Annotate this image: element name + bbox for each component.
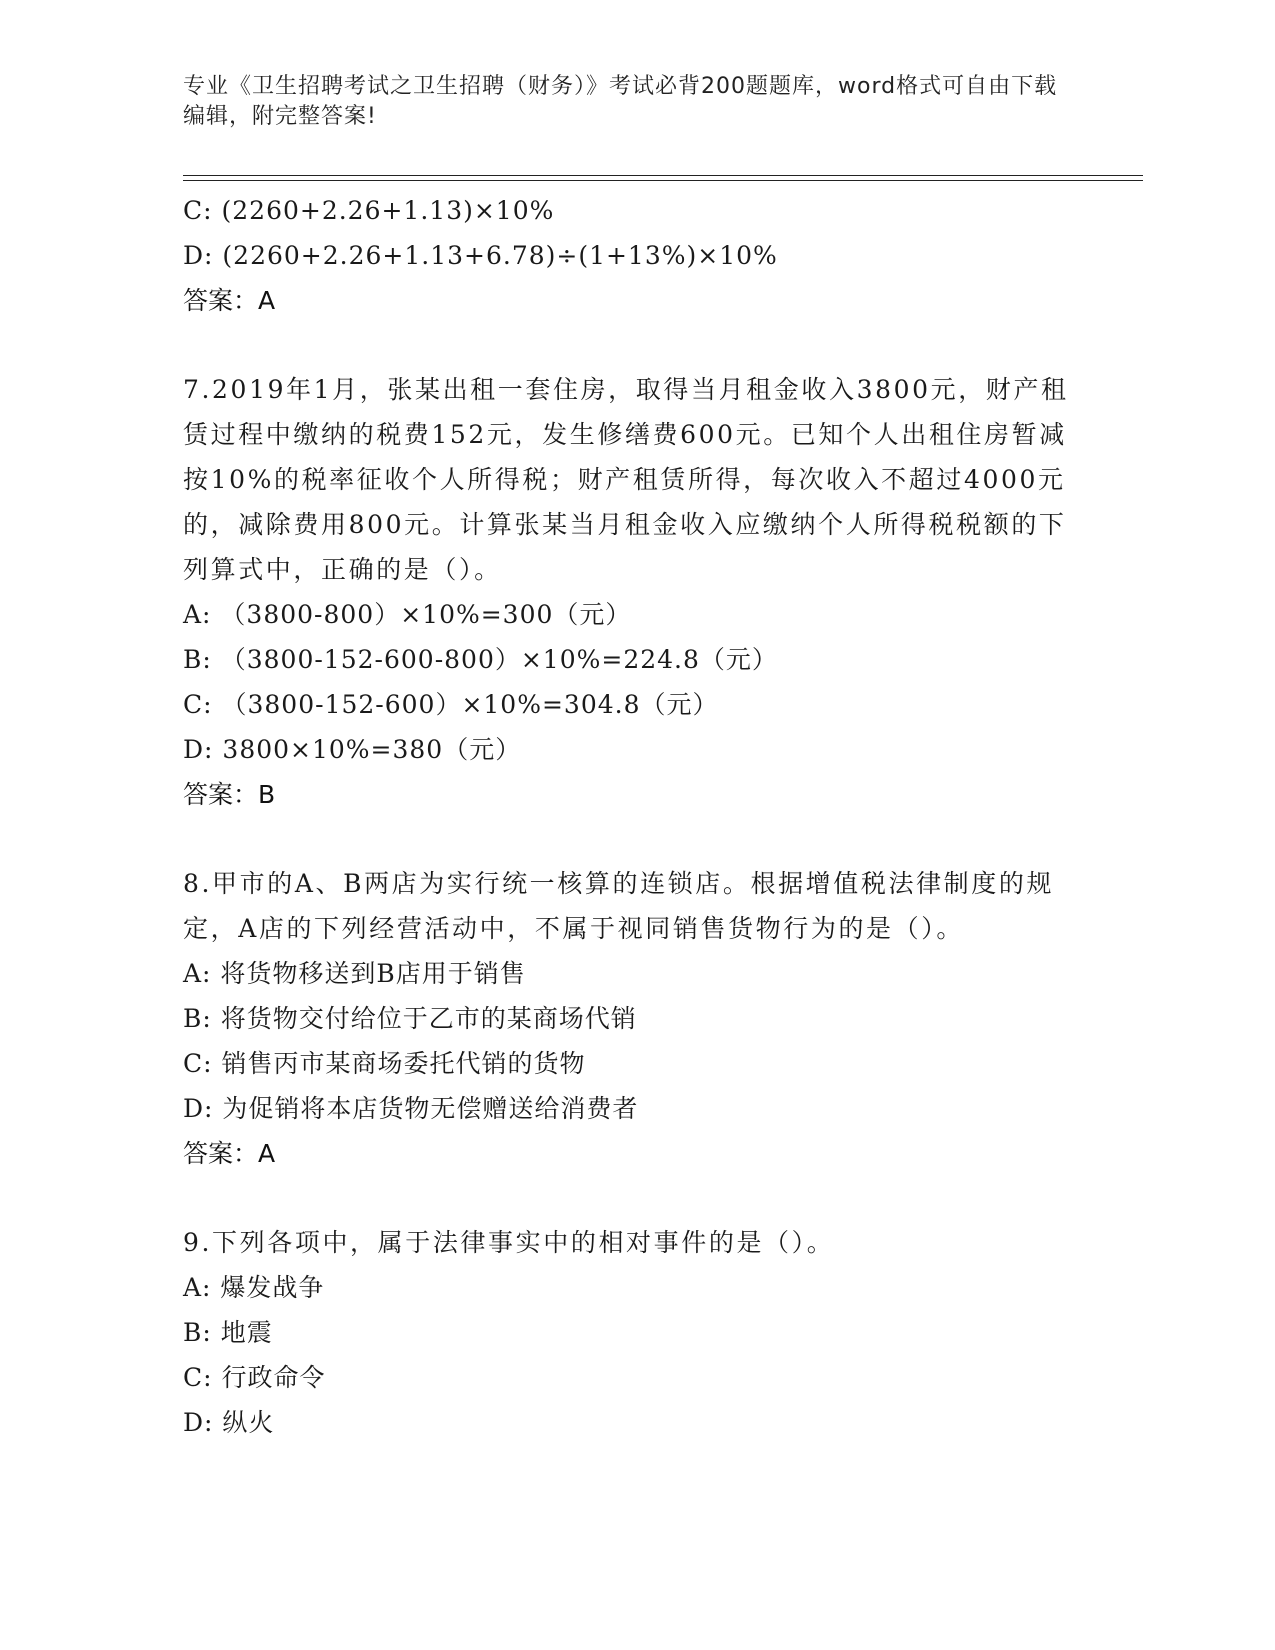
header-divider-bottom [183, 180, 1143, 181]
spacer [183, 1176, 1083, 1220]
option-a: A: 将货物移送到B店用于销售 [183, 959, 526, 988]
document-header: 专业《卫生招聘考试之卫生招聘（财务）》考试必背200题题库，word格式可自由下载编辑，附完整答案! [183, 74, 1058, 129]
option-c: C: 销售丙市某商场委托代销的货物 [183, 1049, 586, 1078]
spacer [183, 817, 1083, 861]
spacer [183, 323, 1083, 367]
option-c: C: 行政命令 [183, 1363, 326, 1392]
question-text: 7.2019年1月，张某出租一套住房，取得当月租金收入3800元，财产租赁过程中缴纳的税费152元，发生修缮费600元。已知个人出租住房暂减按10%的税率征收个人所得税；财产租赁所得，每次收入不超过4000元的，减除费用800元。计算张某当月租金收入应缴纳个人所得税税额的下列算式中，正确的是（）。 [183, 375, 1069, 584]
option-a: A: （3800-800）×10%=300（元） [183, 600, 632, 629]
option-d: D: (2260+2.26+1.13+6.78)÷(1+13%)×10% [183, 241, 778, 270]
question-7 [183, 367, 1083, 817]
answer-line: 答案：B [183, 780, 276, 809]
header-divider-top [183, 175, 1143, 176]
option-c: C: （3800-152-600）×10%=304.8（元） [183, 690, 719, 719]
question-8 [183, 861, 1083, 1176]
question-list [183, 188, 1083, 1445]
option-d: D: 为促销将本店货物无偿赠送给消费者 [183, 1094, 639, 1123]
option-b: B: 地震 [183, 1318, 273, 1347]
answer-line: 答案：A [183, 286, 276, 315]
option-b: B: 将货物交付给位于乙市的某商场代销 [183, 1004, 637, 1033]
option-b: B: （3800-152-600-800）×10%=224.8（元） [183, 645, 778, 674]
answer-line: 答案：A [183, 1139, 276, 1168]
option-c: C: (2260+2.26+1.13)×10% [183, 196, 555, 225]
option-d: D: 3800×10%=380（元） [183, 735, 522, 764]
question-text: 9.下列各项中，属于法律事实中的相对事件的是（）。 [183, 1228, 835, 1257]
question-text: 8.甲市的A、B两店为实行统一核算的连锁店。根据增值税法律制度的规定，A店的下列经营活动中，不属于视同销售货物行为的是（）。 [183, 869, 1055, 943]
option-a: A: 爆发战争 [183, 1273, 325, 1302]
question-9 [183, 1220, 1083, 1445]
previous-question-tail [183, 188, 1083, 323]
option-d: D: 纵火 [183, 1408, 275, 1437]
